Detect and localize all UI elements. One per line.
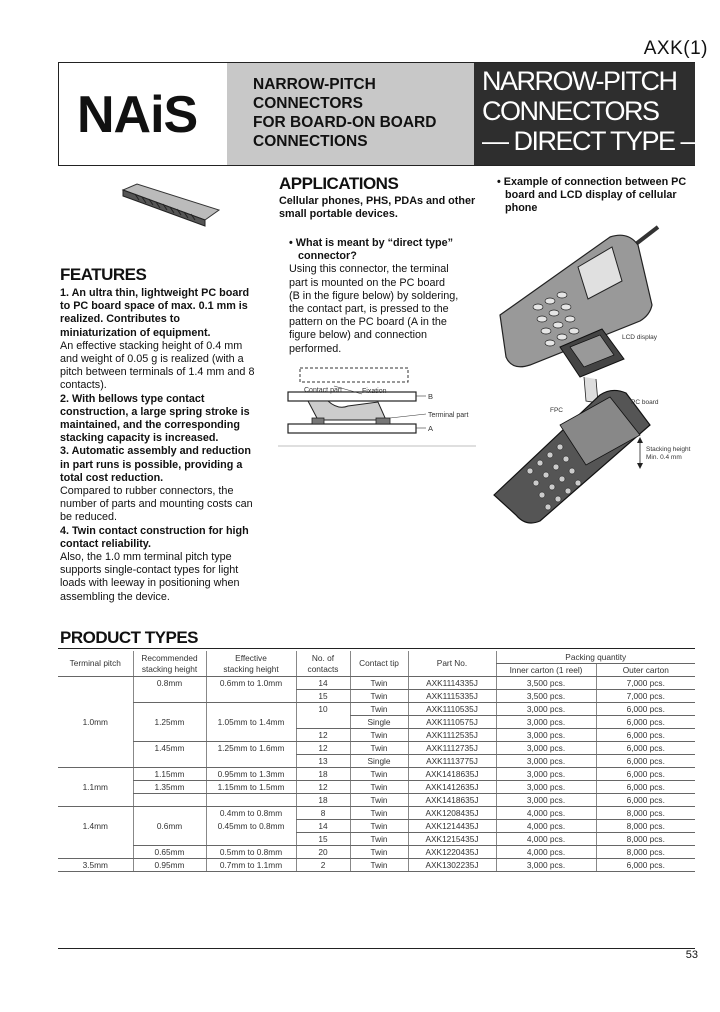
cell-outer: 8,000 pcs. xyxy=(596,807,695,820)
features-line: maintained, and the corresponding xyxy=(60,419,240,432)
stacking-arrow-up xyxy=(637,437,643,443)
cross-section-diagram xyxy=(278,362,478,454)
cell-inner: 4,000 pcs. xyxy=(496,807,596,820)
pc-board-a xyxy=(288,424,416,433)
features-line: assembling the device. xyxy=(60,590,170,603)
cell-outer: 8,000 pcs. xyxy=(596,820,695,833)
direct-type-line: (B in the figure below) by soldering, xyxy=(289,289,459,302)
cell-pitch: 1.4mm xyxy=(82,820,108,831)
table-row xyxy=(58,794,695,807)
cell-tip: Twin xyxy=(350,820,408,833)
table-row xyxy=(58,690,695,703)
cell-inner: 3,000 pcs. xyxy=(496,781,596,794)
cell-part: AXK1220435J xyxy=(408,846,496,859)
features-line: be reduced. xyxy=(60,511,118,524)
cell-rec: 1.25mm xyxy=(133,716,206,729)
cell-pitch xyxy=(58,677,133,690)
terminal-part-label: Terminal part xyxy=(428,412,469,419)
cell-rec: 0.65mm xyxy=(133,846,206,859)
cell-eff: 1.15mm to 1.5mm xyxy=(206,781,296,794)
header-subtitle-line: NARROW-PITCH xyxy=(253,76,376,93)
cell-part: AXK1112535J xyxy=(408,729,496,742)
table-row xyxy=(58,716,695,729)
example-line: board and LCD display of cellular xyxy=(505,189,677,202)
th-effective-line: Effective xyxy=(235,652,267,663)
cell-outer: 8,000 pcs. xyxy=(596,846,695,859)
cell-n: 15 xyxy=(296,690,350,703)
cell-part: AXK1208435J xyxy=(408,807,496,820)
header-title xyxy=(474,63,707,165)
cell-inner: 3,000 pcs. xyxy=(496,703,596,716)
nais-logo: NAiS xyxy=(77,86,198,144)
cell-tip: Twin xyxy=(350,677,408,690)
cell-rec: 0.6mm xyxy=(133,820,206,833)
cell-rec xyxy=(133,833,206,846)
cell-part: AXK1114335J xyxy=(408,677,496,690)
cell-rec xyxy=(133,755,206,768)
direct-type-line: pattern on the PC board (A in the xyxy=(289,316,447,329)
features-line: construction, a large spring stroke is xyxy=(60,405,250,418)
terminal-block xyxy=(376,418,390,424)
connector-body xyxy=(308,401,386,420)
features-line: in part runs is possible, providing a xyxy=(60,458,243,471)
features-line: miniaturization of equipment. xyxy=(60,326,211,339)
cell-n: 18 xyxy=(296,768,350,781)
cell-n: 12 xyxy=(296,781,350,794)
applications-body xyxy=(279,195,475,221)
cell-part: AXK1110535J xyxy=(408,703,496,716)
header-subtitle-line: CONNECTIONS xyxy=(253,133,368,150)
applications-title: APPLICATIONS xyxy=(279,174,399,193)
cell-part: AXK1113775J xyxy=(408,755,496,768)
example-line: • Example of connection between PC xyxy=(497,176,687,188)
cell-part: AXK1112735J xyxy=(408,742,496,755)
cell-n: 15 xyxy=(296,833,350,846)
table-row xyxy=(58,833,695,846)
pc-board xyxy=(494,390,650,523)
cell-eff: 0.4mm to 0.8mm xyxy=(206,807,296,820)
th-recommended-line: Recommended xyxy=(141,652,198,663)
cell-rec: 1.45mm xyxy=(133,742,206,755)
header-subtitle xyxy=(227,63,474,165)
header-subtitle-line: CONNECTORS xyxy=(253,95,363,112)
cell-eff: 1.25mm to 1.6mm xyxy=(206,742,296,755)
header-banner xyxy=(58,62,707,166)
cell-pitch xyxy=(58,833,133,846)
table-row xyxy=(58,859,695,872)
features-line: realized. Contributes to xyxy=(60,313,180,326)
cell-n: 14 xyxy=(296,820,350,833)
features-body xyxy=(60,287,260,604)
cell-outer: 7,000 pcs. xyxy=(596,677,695,690)
cell-n: 10 xyxy=(296,703,350,716)
direct-type-line: Using this connector, the terminal xyxy=(289,263,449,276)
features-line: to PC board space of max. 0.1 mm is xyxy=(60,300,248,313)
cell-tip: Twin xyxy=(350,846,408,859)
fpc-label: FPC xyxy=(550,407,563,414)
direct-type-line: the contact part, is pressed to the xyxy=(289,303,449,316)
cell-n: 12 xyxy=(296,742,350,755)
cell-inner: 3,000 pcs. xyxy=(496,729,596,742)
a-label: A xyxy=(428,424,434,433)
cell-inner: 4,000 pcs. xyxy=(496,833,596,846)
features-line: 4. Twin contact construction for high xyxy=(60,524,249,537)
product-types-table xyxy=(58,651,695,872)
cell-eff: 1.05mm to 1.4mm xyxy=(206,716,296,729)
cell-tip: Twin xyxy=(350,833,408,846)
example-line: phone xyxy=(505,202,538,215)
features-line: 1. An ultra thin, lightweight PC board xyxy=(60,287,250,299)
features-line: contact reliability. xyxy=(60,537,151,550)
th-contacts xyxy=(296,651,350,677)
cell-pitch xyxy=(58,794,133,807)
cell-rec: 1.15mm xyxy=(133,768,206,781)
cell-tip: Twin xyxy=(350,807,408,820)
cell-eff xyxy=(206,729,296,742)
th-effective-line: stacking height xyxy=(223,663,279,674)
cell-inner: 3,000 pcs. xyxy=(496,859,596,872)
table-row xyxy=(58,768,695,781)
cell-tip: Twin xyxy=(350,781,408,794)
features-line: Compared to rubber connectors, the xyxy=(60,485,234,498)
cell-part: AXK1302235J xyxy=(408,859,496,872)
cell-tip: Twin xyxy=(350,794,408,807)
logo-box xyxy=(59,63,227,165)
phone-illustration xyxy=(490,225,695,525)
cell-tip: Twin xyxy=(350,859,408,872)
th-effective xyxy=(206,651,296,677)
cell-tip: Single xyxy=(350,716,408,729)
cell-inner: 4,000 pcs. xyxy=(496,846,596,859)
cell-inner: 3,000 pcs. xyxy=(496,755,596,768)
cell-outer: 6,000 pcs. xyxy=(596,729,695,742)
cell-part: AXK1412635J xyxy=(408,781,496,794)
cell-n xyxy=(296,716,350,729)
direct-type-line: figure below) and connection xyxy=(289,329,428,342)
page-number: 53 xyxy=(685,949,698,961)
table-row xyxy=(58,781,695,794)
header-title-line: — DIRECT TYPE — xyxy=(482,126,707,156)
cell-outer: 6,000 pcs. xyxy=(596,703,695,716)
features-line: contacts). xyxy=(60,379,107,392)
cell-pitch xyxy=(58,755,133,768)
cell-inner: 3,500 pcs. xyxy=(496,677,596,690)
footer-rule xyxy=(58,948,695,949)
cell-inner: 3,000 pcs. xyxy=(496,768,596,781)
cell-pitch: 1.0mm xyxy=(82,716,108,727)
connector-photo xyxy=(115,180,225,230)
direct-type-line: part is mounted on the PC board xyxy=(289,276,446,289)
cell-pitch: 3.5mm xyxy=(58,859,133,872)
features-line: pitch between terminals of 1.4 mm and 8 xyxy=(60,366,255,379)
features-line: stacking capacity is increased. xyxy=(60,432,219,445)
features-line: and weight of 0.05 g is realized (with a xyxy=(60,353,244,366)
features-line: loads with leeway in positioning when xyxy=(60,577,240,590)
cell-eff: 0.95mm to 1.3mm xyxy=(206,768,296,781)
cell-n: 18 xyxy=(296,794,350,807)
cell-tip: Twin xyxy=(350,690,408,703)
table-row xyxy=(58,729,695,742)
cell-rec xyxy=(133,807,206,820)
product-table-body xyxy=(58,677,695,872)
cell-n: 8 xyxy=(296,807,350,820)
th-packing: Packing quantity xyxy=(496,651,695,664)
table-row xyxy=(58,742,695,755)
contact-block xyxy=(312,418,324,424)
th-contacts-line: contacts xyxy=(307,663,339,674)
stacking-min-label: Min. 0.4 mm xyxy=(646,454,682,461)
cell-pitch xyxy=(58,846,133,859)
th-contact-tip: Contact tip xyxy=(350,651,408,677)
header-title-line: NARROW-PITCH xyxy=(482,66,677,96)
product-types-rule xyxy=(58,648,695,649)
cell-outer: 6,000 pcs. xyxy=(596,781,695,794)
th-outer-carton: Outer carton xyxy=(596,664,695,677)
cell-eff xyxy=(206,703,296,716)
cell-rec xyxy=(133,690,206,703)
cell-part: AXK1215435J xyxy=(408,833,496,846)
header-title-line: CONNECTORS xyxy=(482,96,659,126)
cell-outer: 6,000 pcs. xyxy=(596,716,695,729)
cell-outer: 6,000 pcs. xyxy=(596,859,695,872)
cell-eff: 0.7mm to 1.1mm xyxy=(206,859,296,872)
features-line: Also, the 1.0 mm terminal pitch type xyxy=(60,551,232,564)
cell-rec xyxy=(133,794,206,807)
features-line: number of parts and mounting costs can xyxy=(60,498,253,511)
product-types-title: PRODUCT TYPES xyxy=(60,628,199,647)
cell-part: AXK1115335J xyxy=(408,690,496,703)
th-part-no: Part No. xyxy=(408,651,496,677)
direct-type-line: performed. xyxy=(289,342,342,355)
cell-inner: 3,000 pcs. xyxy=(496,742,596,755)
cell-tip: Twin xyxy=(350,742,408,755)
cell-n: 20 xyxy=(296,846,350,859)
table-row xyxy=(58,846,695,859)
direct-type-question: connector? xyxy=(298,250,357,263)
th-recommended xyxy=(133,651,206,677)
table-row xyxy=(58,820,695,833)
cell-inner: 4,000 pcs. xyxy=(496,820,596,833)
direct-type-question: • What is meant by “direct type” xyxy=(289,237,453,249)
cell-outer: 8,000 pcs. xyxy=(596,833,695,846)
cell-outer: 6,000 pcs. xyxy=(596,755,695,768)
cell-eff: 0.6mm to 1.0mm xyxy=(206,677,296,690)
pc-board-label: PC board xyxy=(631,399,659,406)
cell-outer: 6,000 pcs. xyxy=(596,742,695,755)
cell-rec xyxy=(133,729,206,742)
cell-n: 14 xyxy=(296,677,350,690)
cell-n: 2 xyxy=(296,859,350,872)
cell-outer: 6,000 pcs. xyxy=(596,794,695,807)
th-terminal-pitch: Terminal pitch xyxy=(58,651,133,677)
cell-eff xyxy=(206,690,296,703)
features-line: 3. Automatic assembly and reduction xyxy=(60,445,251,458)
doc-code: AXK(1) xyxy=(643,38,708,59)
features-title: FEATURES xyxy=(60,265,147,284)
features-line: An effective stacking height of 0.4 mm xyxy=(60,339,243,352)
features-line: total cost reduction. xyxy=(60,471,164,484)
th-inner-carton: Inner carton (1 reel) xyxy=(496,664,596,677)
table-row xyxy=(58,677,695,690)
fixation-outline xyxy=(300,368,408,382)
table-row xyxy=(58,755,695,768)
applications-line: small portable devices. xyxy=(279,208,398,221)
cell-eff xyxy=(206,794,296,807)
features-line: supports single-contact types for light xyxy=(60,564,239,577)
cell-rec: 0.95mm xyxy=(133,859,206,872)
features-line: 2. With bellows type contact xyxy=(60,392,205,405)
cell-pitch xyxy=(58,703,133,716)
cell-pitch xyxy=(58,768,133,781)
cell-part: AXK1418635J xyxy=(408,794,496,807)
cell-inner: 3,500 pcs. xyxy=(496,690,596,703)
cell-eff xyxy=(206,833,296,846)
cell-pitch xyxy=(58,729,133,742)
contact-part-label: Contact part xyxy=(304,387,343,394)
table-row xyxy=(58,703,695,716)
th-contacts-line: No. of xyxy=(311,652,335,663)
cell-tip: Twin xyxy=(350,703,408,716)
cell-pitch xyxy=(58,690,133,703)
cell-part: AXK1110575J xyxy=(408,716,496,729)
stacking-height-label: Stacking height xyxy=(646,446,691,453)
cell-eff xyxy=(206,755,296,768)
cell-outer: 7,000 pcs. xyxy=(596,690,695,703)
cell-part: AXK1214435J xyxy=(408,820,496,833)
cell-rec xyxy=(133,703,206,716)
cell-n: 13 xyxy=(296,755,350,768)
cell-n: 12 xyxy=(296,729,350,742)
cell-pitch xyxy=(58,742,133,755)
cell-pitch xyxy=(58,807,133,820)
cell-inner: 3,000 pcs. xyxy=(496,716,596,729)
applications-line: Cellular phones, PHS, PDAs and other xyxy=(279,195,476,207)
cell-rec: 1.35mm xyxy=(133,781,206,794)
cell-eff: 0.5mm to 0.8mm xyxy=(206,846,296,859)
th-recommended-line: stacking height xyxy=(141,663,198,674)
header-subtitle-line: FOR BOARD-ON BOARD xyxy=(253,114,437,131)
cell-outer: 6,000 pcs. xyxy=(596,768,695,781)
fixation-label: Fixation xyxy=(362,388,387,395)
cell-inner: 3,000 pcs. xyxy=(496,794,596,807)
table-row xyxy=(58,807,695,820)
cell-part: AXK1418635J xyxy=(408,768,496,781)
cell-tip: Twin xyxy=(350,729,408,742)
cell-rec: 0.8mm xyxy=(133,677,206,690)
example-caption xyxy=(497,176,686,216)
cell-tip: Single xyxy=(350,755,408,768)
direct-type-text xyxy=(289,237,479,356)
b-label: B xyxy=(428,392,434,401)
stacking-arrow-down xyxy=(637,463,643,469)
cell-pitch: 1.1mm xyxy=(82,781,108,792)
cell-eff: 0.45mm to 0.8mm xyxy=(206,820,296,833)
leader-terminal xyxy=(390,414,426,418)
cell-tip: Twin xyxy=(350,768,408,781)
lcd-display-label: LCD display xyxy=(622,334,658,341)
